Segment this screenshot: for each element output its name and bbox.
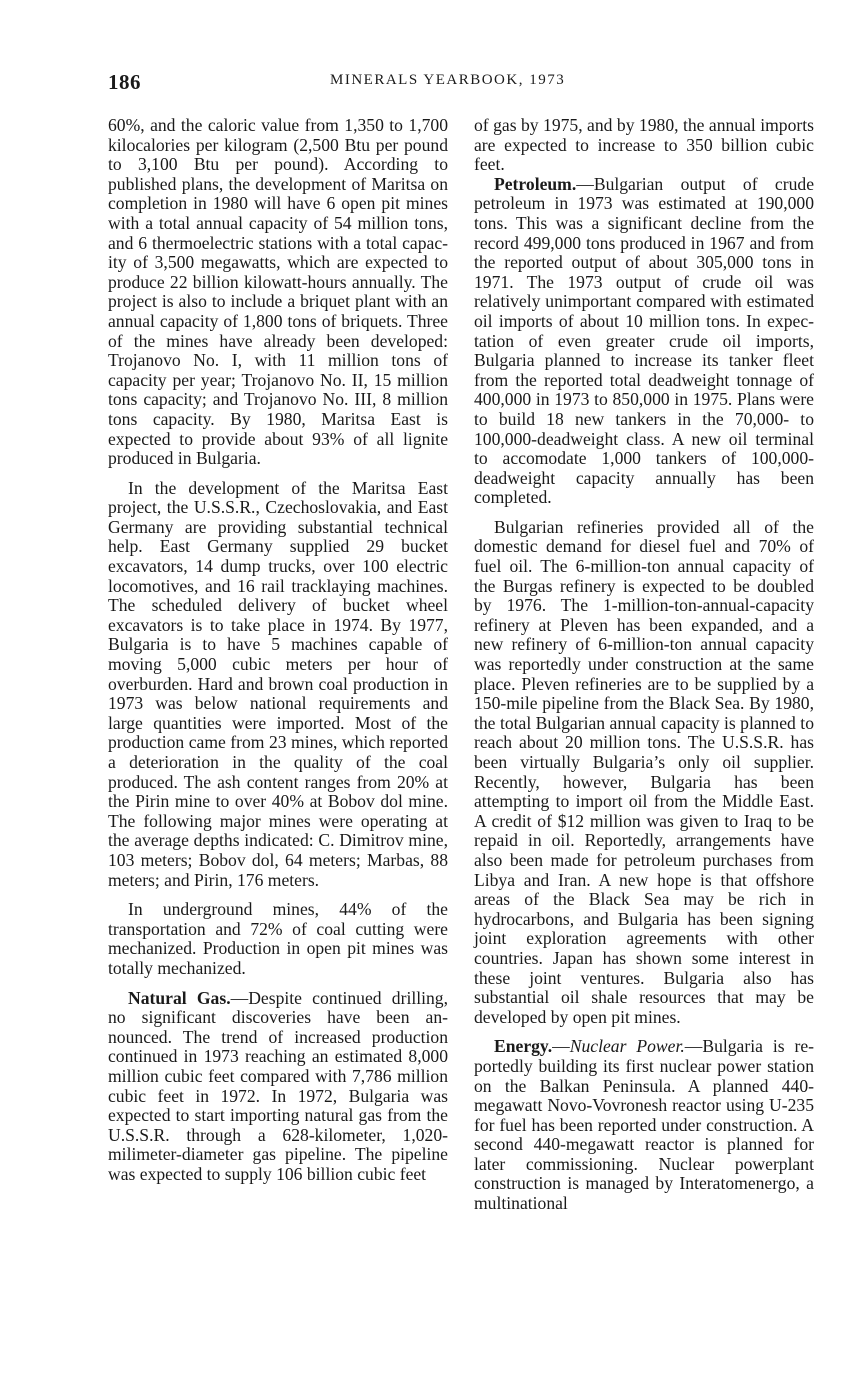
page-number: 186 bbox=[108, 70, 141, 94]
paragraph-energy bbox=[474, 1037, 814, 1213]
running-title: MINERALS YEARBOOK, 1973 bbox=[330, 72, 566, 88]
paragraph-underground-mines: In underground mines, 44% of the transportation and 72% of coal cutting were mechanized. Production in open pit mines was totally mechanized. bbox=[108, 899, 448, 978]
nuclear-power-text: Bulgaria is reportedly building its first nuclear power station on the Balkan Peninsula. A planned 440-megawatt Novo-Vovronesh reactor using U-235 for fuel has been reported under construction. A second 440-megawatt reactor is planned for later commissioning. Nuclear powerplant construction is managed by Interatomenergo, a multinational bbox=[474, 1036, 815, 1214]
subheading-nuclear-power: Nuclear Power. bbox=[569, 1036, 685, 1057]
right-column bbox=[474, 116, 814, 1214]
natural-gas-text: —Despite continued drilling, no significant discoveries have been announced. The trend of increased production continued in 1973 reaching an estimated 8,000 million cubic feet compared with 7,786 million cubic feet in 1972. In 1972, Bulgaria was expected to start importing natural gas from the U.S.S.R. through a 628-kilometer, 1,020-milimeter-diameter gas pipeline. The pipeline was expected to supply 106 billion cubic feet bbox=[108, 987, 448, 1184]
paragraph-petroleum bbox=[474, 175, 814, 508]
section-heading-natural-gas: Natural Gas. bbox=[128, 987, 231, 1008]
section-heading-petroleum: Petroleum. bbox=[494, 173, 577, 194]
paragraph-natural-gas bbox=[108, 989, 448, 1185]
petroleum-text: —Bulgarian output of crude petroleum in 1973 was estimated at 190,000 tons. This was a significant decline from the record 499,000 tons produced in 1967 and from the reported output of about 305,000 tons in 1971. The 1973 output of crude oil was relatively unimportant compared with estimated oil imports of about 10 million tons. In expectation of even greater crude oil imports, Bulgaria planned to increase its tanker fleet from the reported total deadweight tonnage of 400,000 in 1973 to 850,000 in 1975. Plans were to build 18 new tankers in the 70,000- to 100,000-deadweight class. A new oil terminal to accomodate 1,000 tankers of 100,000-deadweight capacity annually has been completed. bbox=[474, 173, 814, 508]
energy-dash: — bbox=[552, 1036, 570, 1057]
section-heading-energy: Energy. bbox=[494, 1036, 553, 1057]
paragraph-lignite-maritsa: 60%, and the caloric value from 1,350 to 1,700 kilocalories per kilogram (2,500 Btu per pound to 3,100 Btu per pound). According to published plans, the development of Maritsa on completion in 1980 will have 6 open pit mines with a total annual capacity of 54 million tons, and 6 thermoelectric stations with a total capacity of 3,500 megawatts, which are expected to produce 22 billion kilowatt-hours annually. The project is also to include a briquet plant with an annual capacity of 1,800 tons of briquets. Three of the mines have already been developed: Trojanovo No. I, with 11 million tons of capacity per year; Trojanovo No. II, 15 million tons capacity; and Trojanovo No. III, 8 million tons capacity. By 1980, Maritsa East is expected to provide about 93% of all lignite produced in Bulgaria. bbox=[108, 115, 448, 469]
paragraph-maritsa-development: In the development of the Maritsa East project, the U.S.S.R., Czechoslovakia, and East Germany are providing substantial technical help. East Germany supplied 29 bucket excavators, 14 dump trucks, over 100 electric locomotives, and 16 rail tracklaying machines. The scheduled delivery of bucket wheel excavators is to take place in 1974. By 1977, Bulgaria is to have 5 machines capable of moving 5,000 cubic meters per hour of overburden. Hard and brown coal production in 1973 was below national requirements and large quantities were imported. Most of the production came from 23 mines, which reported a deterioration in the quality of the coal produced. The ash content ranges from 20% at the Pirin mine to over 40% at Bobov dol mine. The following major mines were operating at the average depths indicated: C. Dimitrov mine, 103 meters; Bobov dol, 64 meters; Marbas, 88 meters; and Pirin, 176 meters. bbox=[108, 477, 448, 890]
paragraph-refineries: Bulgarian refineries provided all of the domestic demand for diesel fuel and 70% of fuel oil. The 6-million-ton annual capacity of the Burgas refinery is expected to be doubled by 1976. The 1-million-ton-annual-capacity refinery at Pleven has been expanded, and a new refinery of 6-million-ton annual capacity was reportedly under construction at the same place. Pleven refineries are to be supplied by a 150-mile pipeline from the Black Sea. By 1980, the total Bulgarian annual capacity is planned to reach about 20 million tons. The U.S.S.R. has been virtually Bulgaria’s only oil supplier. Recently, however, Bulgaria has been attempting to import oil from the Middle East. A credit of $12 million was given to Iraq to be repaid in oil. Reportedly, arrangements have also been made for petroleum purchases from Libya and Iran. A new hope is that offshore areas of the Black Sea may be rich in hydrocarbons, and Bulgaria has been signing joint exploration agreements with other countries. Japan has shown some interest in these joint ventures. Bulgaria also has substantial oil shale resources that may be developed by open pit mines. bbox=[474, 516, 814, 1027]
paragraph-gas-imports: of gas by 1975, and by 1980, the annual imports are expected to increase to 350 billion cubic feet. bbox=[474, 115, 814, 175]
left-column bbox=[108, 116, 448, 1184]
nuclear-dash: — bbox=[684, 1036, 703, 1057]
